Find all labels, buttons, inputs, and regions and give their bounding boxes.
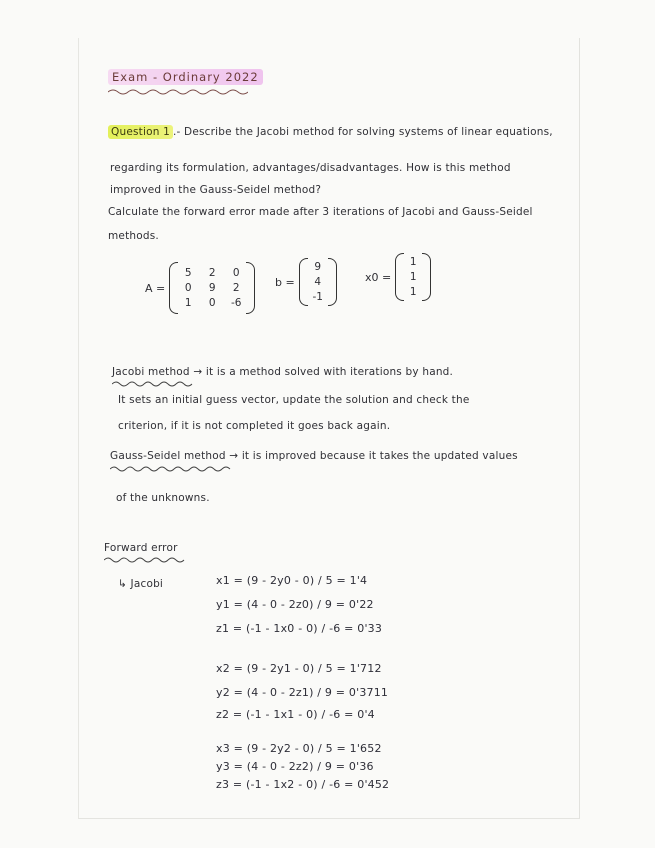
bracket-left [299, 258, 308, 306]
vector-x0-body [404, 256, 422, 298]
equation-z3: z3 = (-1 - 1x2 - 0) / -6 = 0'452 [216, 778, 390, 791]
bracket-right [422, 253, 431, 301]
matrix-cell: 5 [184, 267, 192, 279]
equation-y1: y1 = (4 - 0 - 2z0) / 9 = 0'22 [216, 598, 374, 611]
vector-x0-label: x0 = [365, 270, 392, 284]
equation-z2: z2 = (-1 - 1x1 - 0) / -6 = 0'4 [216, 708, 375, 721]
question-line-2: regarding its formulation, advantages/disadvantages. How is this method [110, 162, 511, 174]
matrix-cell: 1 [409, 256, 417, 268]
answer-line-3: criterion, if it is not completed it goes back again. [118, 420, 391, 432]
forward-error-underline [104, 556, 188, 564]
equation-x2: x2 = (9 - 2y1 - 0) / 5 = 1'712 [216, 662, 382, 675]
answer-line-2: It sets an initial guess vector, update the solution and check the [118, 394, 470, 406]
matrix-a [145, 262, 255, 314]
answer-text-4: → it is improved because it takes the updated values [229, 450, 518, 462]
title-text: Exam - Ordinary 2022 [108, 69, 263, 85]
vector-b-body [308, 261, 328, 303]
matrix-cell: -1 [312, 291, 323, 303]
matrix-cell: 1 [409, 286, 417, 298]
matrix-cell: 0 [208, 297, 216, 309]
vector-b-label: b = [275, 275, 295, 289]
gauss-seidel-underline [110, 465, 234, 473]
matrix-cell: 0 [184, 282, 192, 294]
bracket-right [246, 262, 255, 314]
equation-y2: y2 = (4 - 0 - 2z1) / 9 = 0'3711 [216, 686, 389, 699]
matrix-cell: 1 [409, 271, 417, 283]
matrix-cell: 2 [208, 267, 216, 279]
question-label: Question 1 [108, 125, 173, 139]
question-text-1: .- Describe the Jacobi method for solving systems of linear equations, [172, 126, 553, 138]
forward-error-heading: Forward error [104, 542, 178, 554]
matrix-cell: 2 [232, 282, 240, 294]
title-underline [108, 88, 248, 96]
question-line-3: improved in the Gauss-Seidel method? [110, 184, 322, 196]
answer-line-1 [112, 366, 453, 378]
jacobi-subheading: ↳ Jacobi [118, 578, 164, 590]
answer-line-5: of the unknowns. [116, 492, 210, 504]
equation-z1: z1 = (-1 - 1x0 - 0) / -6 = 0'33 [216, 622, 383, 635]
question-line-1 [108, 126, 553, 138]
matrix-cell: 9 [314, 261, 322, 273]
bracket-left [395, 253, 404, 301]
page-title [108, 70, 263, 84]
matrix-cell: 1 [184, 297, 192, 309]
equation-x3: x3 = (9 - 2y2 - 0) / 5 = 1'652 [216, 742, 382, 755]
matrix-cell: -6 [231, 297, 242, 309]
jacobi-underline [112, 380, 196, 388]
bracket-left [169, 262, 178, 314]
matrix-cell: 9 [208, 282, 216, 294]
vector-b [275, 258, 337, 306]
matrix-a-body [178, 267, 246, 309]
answer-text-1: → it is a method solved with iterations by hand. [193, 366, 454, 378]
vector-x0 [365, 253, 431, 301]
bracket-right [328, 258, 337, 306]
answer-line-4 [110, 450, 518, 462]
question-line-5: methods. [108, 230, 159, 242]
gauss-seidel-term: Gauss-Seidel method [110, 450, 226, 462]
matrix-a-label: A = [145, 281, 166, 295]
jacobi-term: Jacobi method [112, 366, 190, 378]
equation-x1: x1 = (9 - 2y0 - 0) / 5 = 1'4 [216, 574, 368, 587]
question-line-4: Calculate the forward error made after 3 iterations of Jacobi and Gauss-Seidel [108, 206, 533, 218]
equation-y3: y3 = (4 - 0 - 2z2) / 9 = 0'36 [216, 760, 374, 773]
matrix-cell: 4 [314, 276, 322, 288]
matrix-cell: 0 [232, 267, 240, 279]
